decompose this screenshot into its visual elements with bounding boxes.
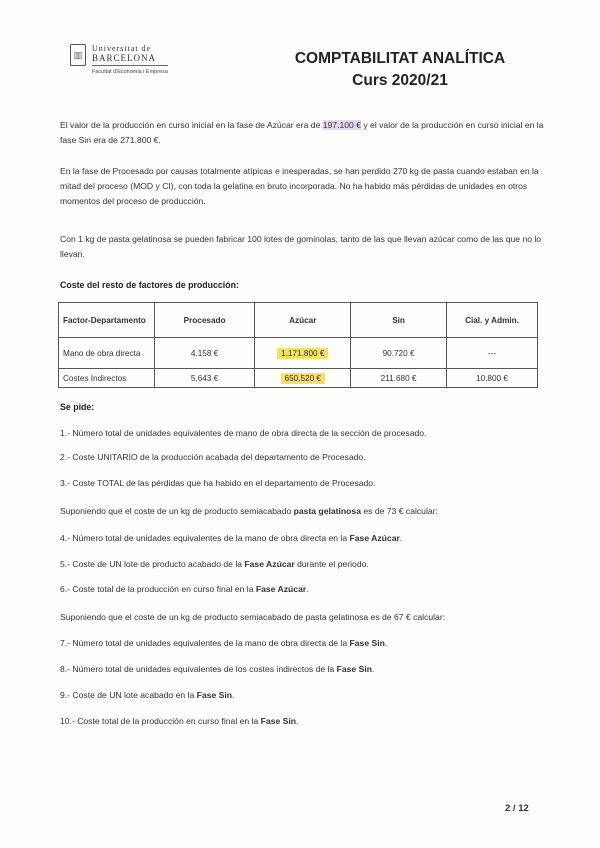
- table-cell: 4.158 €: [154, 338, 255, 369]
- intro-p3-text: Con 1 kg de pasta gelatinosa se pueden fabricar 100 lotes de gominolas, tanto de las que llevan azúcar como de las que no lo llevan.: [60, 234, 542, 259]
- table-cell: 5.643 €: [154, 369, 255, 388]
- table-section-title: Coste del resto de factores de producción:: [60, 280, 239, 290]
- question-text-end: durante el periodo.: [294, 559, 369, 569]
- table-cell: [255, 369, 351, 388]
- university-logo: [70, 44, 168, 76]
- table-header-row: [59, 303, 538, 338]
- question-emphasis: Fase Azúcar: [244, 559, 295, 569]
- question-5: [60, 559, 550, 569]
- question-10: [60, 716, 550, 726]
- question-2: 2.- Coste UNITARIO de la producción acabada del departamento de Procesado.: [60, 452, 366, 462]
- logo-text: [92, 44, 168, 76]
- question-text: 8.- Número total de unidades equivalentes de los costes indirectos de la: [60, 664, 337, 674]
- question-text-end: .: [296, 716, 299, 726]
- intro-p1-text: El valor de la producción en curso inicial en la fase de Azúcar era de: [60, 120, 323, 130]
- table-cell: Mano de obra directa: [59, 338, 155, 369]
- table-cell: [255, 338, 351, 369]
- column-header: Azúcar: [255, 303, 351, 338]
- assumption-text-end: es de 73 € calcular:: [360, 506, 438, 516]
- question-text-end: .: [371, 664, 375, 674]
- question-9: [60, 690, 550, 700]
- title-block: [290, 49, 510, 91]
- page-title: COMPTABILITAT ANALÍTICA: [294, 50, 506, 67]
- question-text: 10.- Coste total de la producción en curso final en la: [60, 716, 261, 726]
- table-cell: Costes Indirectos: [59, 369, 155, 388]
- table-cell: ---: [446, 338, 537, 369]
- column-header: Sin: [351, 303, 447, 338]
- assumption-emphasis: pasta gelatinosa: [293, 506, 361, 516]
- assumption-1: [60, 506, 550, 516]
- shield-icon: ▥: [70, 44, 86, 66]
- highlighted-value: 197.100 €: [322, 120, 361, 130]
- intro-p1-text-end: y el valor de la producción en curso inicial en la fase Sin era de 271.800 €.: [60, 120, 544, 145]
- question-text: 4.- Número total de unidades equivalentes de la mano de obra directa en la: [60, 533, 350, 543]
- highlighted-cell-value: 650.520 €: [281, 373, 325, 384]
- question-emphasis: Fase Azúcar: [255, 584, 307, 594]
- question-text-end: .: [306, 584, 309, 594]
- question-text: 9.- Coste de UN lote acabado en la: [60, 690, 197, 700]
- table-row: [59, 369, 538, 388]
- question-text-end: .: [384, 638, 388, 648]
- question-1: 1.- Número total de unidades equivalentes de mano de obra directa de la sección de procesado.: [60, 428, 427, 438]
- questions-heading: Se pide:: [60, 402, 95, 412]
- highlighted-cell-value: 1.171.800 €: [277, 348, 328, 359]
- assumption-2: Suponiendo que el coste de un kg de producto semiacabado de pasta gelatinosa es de 67 € calcular:: [60, 612, 446, 622]
- table-cell: 90.720 €: [351, 338, 447, 369]
- question-emphasis: Fase Sin: [260, 716, 296, 726]
- column-header: Procesado: [154, 303, 255, 338]
- question-3: 3.- Coste TOTAL de las pérdidas que ha habido en el departamento de Procesado.: [60, 478, 376, 488]
- column-header: Factor-Departamento: [59, 303, 155, 338]
- question-emphasis: Fase Azúcar: [349, 533, 400, 543]
- column-header: Cial. y Admin.: [446, 303, 537, 338]
- question-4: [60, 533, 550, 543]
- logo-line3: Facultat d'Economia i Empresa: [92, 69, 168, 75]
- logo-line1: Universitat de: [92, 44, 152, 53]
- question-emphasis: Fase Sin: [349, 638, 385, 648]
- question-6: [60, 584, 550, 594]
- question-text: 5.- Coste de UN lote de producto acabado de la: [60, 559, 245, 569]
- question-text: 6.- Coste total de la producción en curso final en la: [60, 584, 256, 594]
- table-cell: 211.680 €: [351, 369, 447, 388]
- intro-paragraph-1: [60, 118, 550, 148]
- question-emphasis: Fase Sin: [196, 690, 232, 700]
- intro-paragraph-2: [60, 164, 550, 209]
- question-emphasis: Fase Sin: [336, 664, 372, 674]
- question-text-end: .: [232, 690, 235, 700]
- table-row: [59, 338, 538, 369]
- question-text: 7.- Número total de unidades equivalentes de la mano de obra directa de la: [60, 638, 350, 648]
- intro-paragraph-3: [60, 232, 550, 262]
- page-subtitle: Curs 2020/21: [352, 72, 448, 89]
- logo-line2: BARCELONA: [92, 53, 168, 66]
- table-cell: 10.800 €: [446, 369, 537, 388]
- question-text-end: .: [399, 533, 403, 543]
- question-8: [60, 664, 550, 674]
- assumption-text: Suponiendo que el coste de un kg de producto semiacabado: [60, 506, 294, 516]
- cost-table: [58, 302, 538, 388]
- page-number: 2 / 12: [505, 803, 529, 814]
- question-7: [60, 638, 550, 648]
- intro-p2-text: En la fase de Procesado por causas totalmente atípicas e inesperadas, se han perdido 270 kg de pasta cuando estaban en la mitad del proceso (MOD y CI), con toda la gelatina en bruto incorporada. No ha habido más pérdidas de unidades en otros momentos del proceso de producción.: [60, 166, 539, 206]
